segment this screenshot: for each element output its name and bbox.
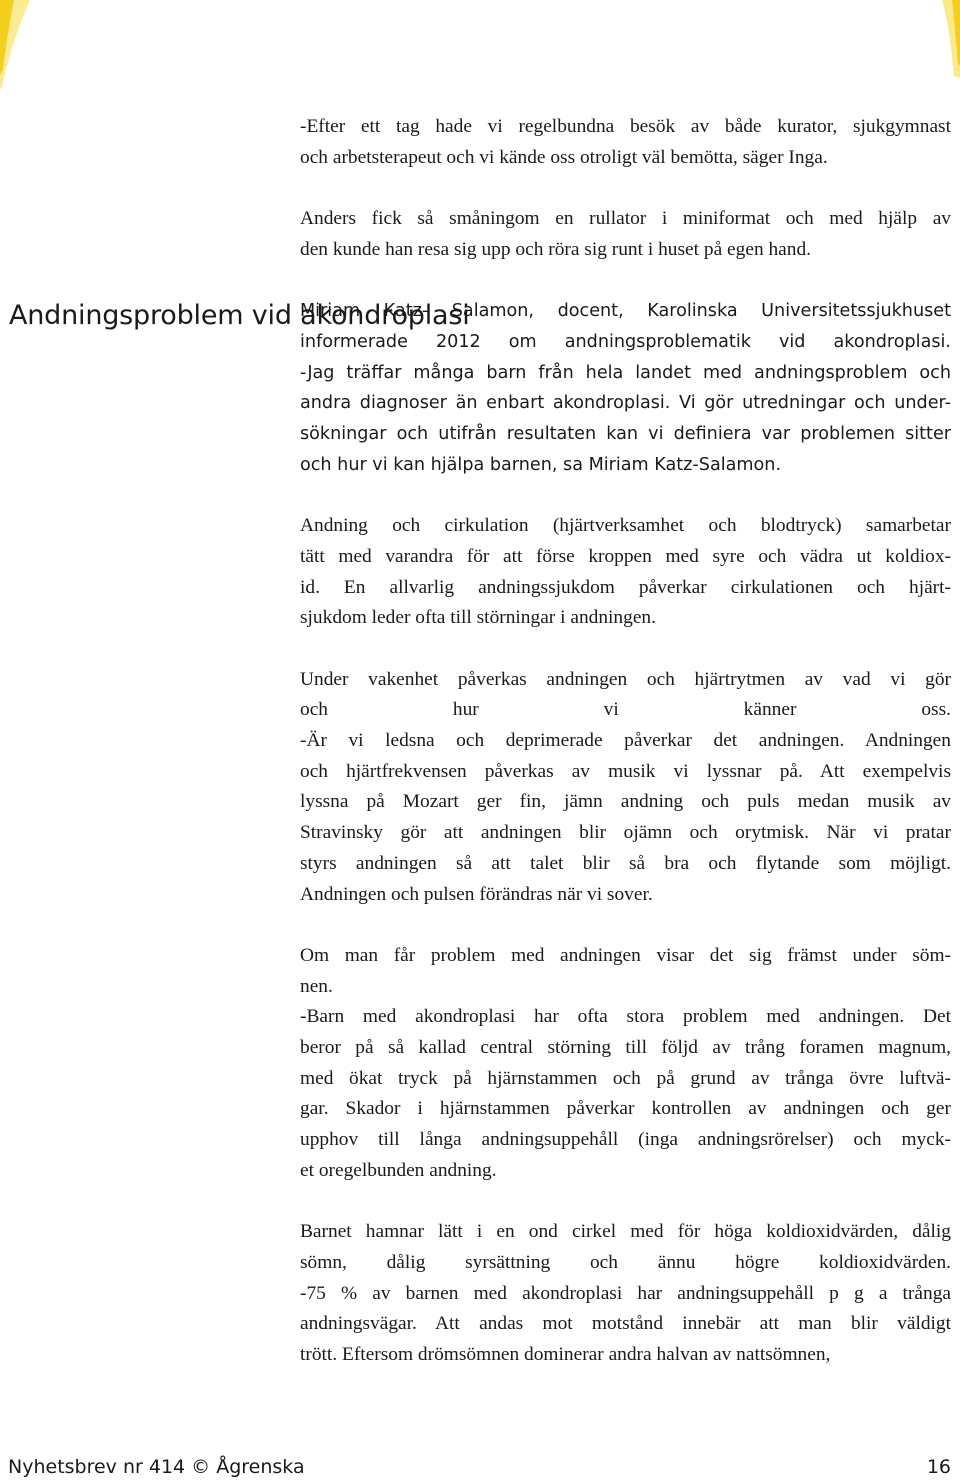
text-line: nen.: [300, 975, 333, 997]
text-line: gar. Skador i hjärnstammen påverkar kontrollen av andningen och ger: [300, 1098, 951, 1120]
text-line: lyssna på Mozart ger fin, jämn andning och puls medan musik av: [300, 791, 951, 813]
text-line: Om man får problem med andningen visar det sig främst under söm-: [300, 944, 951, 966]
decorative-swoosh-left: [0, 0, 120, 90]
paragraph: [300, 296, 951, 480]
text-line: Miriam Katz- Salamon, docent, Karolinska Universitetssjukhuset: [300, 301, 951, 322]
text-line: -Efter ett tag hade vi regelbundna besök av både kurator, sjukgymnast: [300, 116, 951, 137]
paragraph: [300, 204, 951, 265]
text-line: id. En allvarlig andningssjukdom påverkar cirkulationen och hjärt-: [300, 576, 951, 598]
text-line: trött. Eftersom drömsömnen dominerar andra halvan av nattsömnen,: [300, 1344, 831, 1366]
text-line: -Jag träffar många barn från hela landet med andningsproblem och: [300, 362, 951, 383]
article-body: [300, 112, 951, 1401]
text-line: upphov till långa andningsuppehåll (inga andningsrörelser) och myck-: [300, 1129, 951, 1151]
text-line: den kunde han resa sig upp och röra sig runt i huset på egen hand.: [300, 238, 812, 260]
text-line: informerade 2012 om andningsproblematik vid akondroplasi.: [300, 331, 951, 352]
text-line: andra diagnoser än enbart akondroplasi. Vi gör utredningar och under-: [300, 393, 951, 414]
text-line: Andningen och pulsen förändras när vi sover.: [300, 883, 653, 905]
text-line: andningsvägar. Att andas mot motstånd innebär att man blir väldigt: [300, 1313, 951, 1335]
text-line: styrs andningen så att talet blir så bra och flytande som möjligt.: [300, 852, 951, 874]
text-line: och arbetsterapeut och vi kände oss otroligt väl bemötta, säger Inga.: [300, 146, 828, 168]
text-line: sjukdom leder ofta till störningar i andningen.: [300, 607, 656, 629]
text-line: och hur vi känner oss.: [300, 699, 951, 721]
footer-publication: Nyhetsbrev nr 414 © Ågrenska: [8, 1456, 305, 1478]
text-line: Stravinsky gör att andningen blir ojämn och orytmisk. När vi pratar: [300, 822, 951, 844]
text-line: -Är vi ledsna och deprimerade påverkar det andningen. Andningen: [300, 730, 951, 751]
text-line: sökningar och utifrån resultaten kan vi definiera var problemen sitter: [300, 424, 951, 444]
text-line: Anders fick så småningom en rullator i miniformat och med hjälp av: [300, 208, 951, 230]
text-line: Andning och cirkulation (hjärtverksamhet och blodtryck) samarbetar: [300, 515, 951, 537]
text-line: -Barn med akondroplasi har ofta stora problem med andningen. Det: [300, 1006, 951, 1028]
text-line: med ökat tryck på hjärnstammen och på grund av trånga övre luftvä-: [300, 1067, 951, 1089]
text-line: och hur vi kan hjälpa barnen, sa Miriam Katz-Salamon.: [300, 454, 782, 475]
decorative-swoosh-right: [920, 0, 960, 80]
page-number: 16: [926, 1456, 951, 1478]
text-line: beror på så kallad central störning till följd av trång foramen magnum,: [300, 1037, 951, 1059]
page-footer: [8, 1456, 951, 1478]
text-line: Barnet hamnar lätt i en ond cirkel med för höga koldioxidvärden, dålig: [300, 1221, 951, 1243]
section-heading: Andningsproblem vid akondroplasi: [9, 300, 470, 331]
text-line: sömn, dålig syrsättning och ännu högre koldioxidvärden.: [300, 1251, 951, 1273]
text-line: och hjärtfrekvensen påverkas av musik vi lyssnar på. Att exempelvis: [300, 760, 951, 782]
text-line: -75 % av barnen med akondroplasi har andningsuppehåll p g a trånga: [300, 1282, 951, 1304]
paragraph: [300, 112, 951, 173]
text-line: Under vakenhet påverkas andningen och hjärtrytmen av vad vi gör: [300, 668, 951, 690]
paragraph: [300, 511, 951, 634]
paragraph: [300, 665, 951, 911]
paragraph: [300, 1217, 951, 1371]
text-line: et oregelbunden andning.: [300, 1159, 497, 1181]
text-line: tätt med varandra för att förse kroppen med syre och vädra ut koldiox-: [300, 545, 951, 567]
paragraph: [300, 941, 951, 1187]
